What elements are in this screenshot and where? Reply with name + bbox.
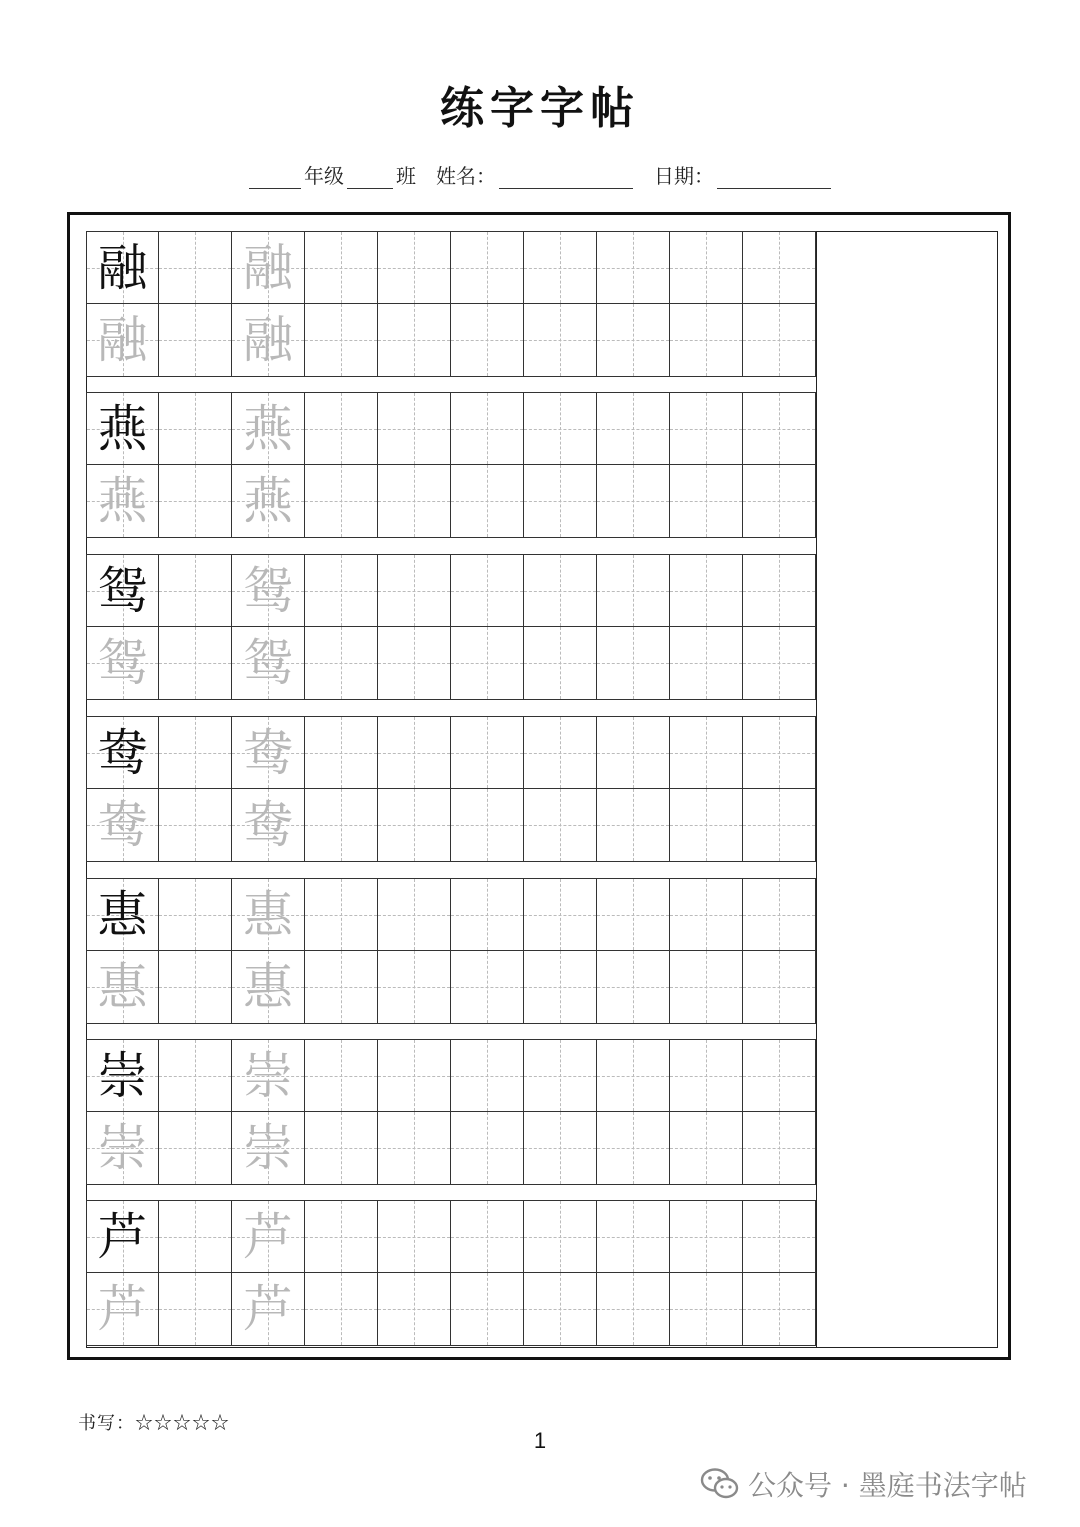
writing-cell[interactable] [670, 716, 743, 789]
writing-cell[interactable] [670, 1112, 743, 1185]
writing-cell[interactable] [670, 878, 743, 951]
writing-cell[interactable] [597, 1039, 670, 1112]
writing-cell[interactable] [597, 1273, 670, 1346]
model-character: 芦 [97, 1207, 148, 1266]
trace-character: 惠 [243, 958, 293, 1016]
writing-cell[interactable] [743, 716, 816, 789]
model-character: 惠 [97, 885, 148, 944]
writing-cell[interactable] [743, 878, 816, 951]
writing-cell[interactable] [159, 1039, 232, 1112]
practice-row [86, 951, 816, 1024]
writing-cell[interactable] [305, 1112, 378, 1185]
writing-cell[interactable] [305, 1200, 378, 1273]
trace-character: 鸳 [97, 634, 148, 692]
writing-cell[interactable] [597, 1200, 670, 1273]
practice-row [86, 1039, 816, 1112]
page-number: 1 [533, 1428, 547, 1453]
writing-cell[interactable] [86, 951, 159, 1024]
practice-row-group [86, 716, 816, 862]
writing-cell[interactable] [86, 1112, 159, 1185]
writing-cell[interactable] [524, 1112, 597, 1185]
writing-cell[interactable] [159, 1200, 232, 1273]
writing-cell[interactable] [305, 789, 378, 862]
writing-cell[interactable] [159, 1112, 232, 1185]
name-label: 姓名： [436, 164, 496, 188]
writing-cell[interactable] [670, 1200, 743, 1273]
trace-character: 鸯 [243, 723, 293, 782]
practice-row-group [86, 554, 816, 700]
writing-cell[interactable] [86, 1039, 159, 1112]
trace-character: 崇 [243, 1046, 293, 1105]
writing-cell[interactable] [232, 1273, 305, 1346]
practice-row [86, 392, 816, 465]
writing-cell[interactable] [232, 304, 305, 377]
practice-row-group [86, 231, 816, 377]
writing-cell[interactable] [232, 1200, 305, 1273]
model-character: 崇 [97, 1046, 148, 1105]
writing-cell[interactable] [597, 627, 670, 700]
practice-row-group [86, 1200, 816, 1346]
writing-cell[interactable] [159, 304, 232, 377]
writing-cell[interactable] [743, 392, 816, 465]
writing-cell[interactable] [378, 1200, 451, 1273]
writing-cell[interactable] [524, 951, 597, 1024]
writing-cell[interactable] [232, 231, 305, 304]
writing-cell[interactable] [451, 878, 524, 951]
writing-cell[interactable] [378, 231, 451, 304]
writing-cell[interactable] [524, 716, 597, 789]
date-label: 日期： [654, 164, 714, 188]
writing-cell[interactable] [670, 231, 743, 304]
writing-cell[interactable] [524, 392, 597, 465]
writing-cell[interactable] [451, 231, 524, 304]
writing-cell[interactable] [305, 878, 378, 951]
writing-cell[interactable] [159, 627, 232, 700]
writing-cell[interactable] [232, 789, 305, 862]
writing-cell[interactable] [743, 1039, 816, 1112]
practice-row [86, 1112, 816, 1185]
writing-cell[interactable] [305, 716, 378, 789]
writing-cell[interactable] [670, 951, 743, 1024]
writing-cell[interactable] [451, 304, 524, 377]
writing-cell[interactable] [451, 1200, 524, 1273]
writing-cell[interactable] [86, 716, 159, 789]
writing-cell[interactable] [86, 392, 159, 465]
writing-cell[interactable] [743, 554, 816, 627]
writing-cell[interactable] [670, 554, 743, 627]
writing-cell[interactable] [305, 1039, 378, 1112]
trace-character: 燕 [97, 472, 148, 530]
writing-cell[interactable] [86, 789, 159, 862]
writing-cell[interactable] [743, 789, 816, 862]
writing-cell[interactable] [378, 392, 451, 465]
writing-cell[interactable] [305, 1273, 378, 1346]
page-title: 练字字帖 [440, 83, 640, 134]
trace-character: 芦 [243, 1207, 293, 1266]
writing-cell[interactable] [378, 1273, 451, 1346]
writing-cell[interactable] [378, 789, 451, 862]
name-blank[interactable] [499, 166, 633, 189]
writing-cell[interactable] [159, 951, 232, 1024]
writing-cell[interactable] [232, 554, 305, 627]
writing-cell[interactable] [378, 304, 451, 377]
writing-cell[interactable] [86, 627, 159, 700]
trace-character: 惠 [97, 958, 148, 1016]
grade-blank[interactable] [249, 166, 301, 189]
writing-cell[interactable] [597, 716, 670, 789]
writing-cell[interactable] [232, 1039, 305, 1112]
writing-cell[interactable] [524, 627, 597, 700]
writing-cell[interactable] [86, 1200, 159, 1273]
writing-cell[interactable] [159, 716, 232, 789]
practice-row-group [86, 1039, 816, 1185]
writing-cell[interactable] [232, 951, 305, 1024]
trace-character: 融 [243, 238, 293, 297]
writing-cell[interactable] [159, 1273, 232, 1346]
writing-cell[interactable] [451, 1039, 524, 1112]
practice-row [86, 465, 816, 538]
practice-row [86, 1200, 816, 1273]
writing-cell[interactable] [597, 951, 670, 1024]
writing-cell[interactable] [86, 554, 159, 627]
writing-cell[interactable] [743, 1112, 816, 1185]
trace-character: 燕 [243, 399, 293, 458]
model-character: 鸳 [97, 561, 148, 620]
writing-cell[interactable] [451, 951, 524, 1024]
practice-row-group [86, 878, 816, 1024]
writing-cell[interactable] [86, 878, 159, 951]
writing-cell[interactable] [305, 231, 378, 304]
writing-cell[interactable] [524, 1200, 597, 1273]
writing-cell[interactable] [743, 231, 816, 304]
date-blank[interactable] [717, 166, 831, 189]
writing-cell[interactable] [597, 392, 670, 465]
trace-character: 惠 [243, 885, 293, 944]
writing-cell[interactable] [378, 465, 451, 538]
trace-character: 崇 [97, 1119, 148, 1177]
trace-character: 鸳 [243, 561, 293, 620]
writing-cell[interactable] [743, 1200, 816, 1273]
writing-cell[interactable] [232, 878, 305, 951]
writing-cell[interactable] [378, 716, 451, 789]
writing-cell[interactable] [305, 392, 378, 465]
writing-cell[interactable] [743, 1273, 816, 1346]
trace-character: 鸯 [243, 796, 293, 854]
writing-cell[interactable] [451, 1273, 524, 1346]
writing-cell[interactable] [232, 627, 305, 700]
writing-cell[interactable] [743, 304, 816, 377]
trace-character: 鸯 [97, 796, 148, 854]
watermark [700, 1464, 1027, 1504]
writing-cell[interactable] [159, 878, 232, 951]
trace-character: 崇 [243, 1119, 293, 1177]
writing-cell[interactable] [378, 627, 451, 700]
writing-cell[interactable] [86, 304, 159, 377]
writing-cell[interactable] [524, 789, 597, 862]
writing-cell[interactable] [451, 627, 524, 700]
practice-row-group [86, 392, 816, 538]
writing-cell[interactable] [524, 878, 597, 951]
trace-character: 融 [243, 311, 293, 369]
writing-cell[interactable] [524, 304, 597, 377]
trace-character: 鸳 [243, 634, 293, 692]
writing-cell[interactable] [159, 554, 232, 627]
trace-character: 芦 [243, 1280, 293, 1338]
writing-cell[interactable] [743, 951, 816, 1024]
writing-cell[interactable] [232, 716, 305, 789]
writing-cell[interactable] [524, 231, 597, 304]
rating-label: 书写： [78, 1413, 135, 1434]
writing-cell[interactable] [451, 465, 524, 538]
writing-cell[interactable] [159, 231, 232, 304]
class-blank[interactable] [347, 166, 393, 189]
writing-cell[interactable] [597, 1112, 670, 1185]
writing-cell[interactable] [597, 231, 670, 304]
writing-cell[interactable] [597, 465, 670, 538]
practice-row [86, 304, 816, 377]
practice-row [86, 231, 816, 304]
writing-cell[interactable] [597, 304, 670, 377]
writing-cell[interactable] [597, 554, 670, 627]
trace-character: 芦 [97, 1280, 148, 1338]
writing-cell[interactable] [86, 465, 159, 538]
writing-cell[interactable] [305, 627, 378, 700]
writing-cell[interactable] [670, 465, 743, 538]
writing-cell[interactable] [378, 878, 451, 951]
practice-row [86, 789, 816, 862]
writing-cell[interactable] [597, 878, 670, 951]
trace-character: 燕 [243, 472, 293, 530]
info-line [0, 160, 1080, 189]
writing-cell[interactable] [451, 1112, 524, 1185]
writing-cell[interactable] [524, 465, 597, 538]
practice-row [86, 1273, 816, 1346]
wechat-icon [700, 1467, 740, 1501]
practice-row [86, 554, 816, 627]
writing-cell[interactable] [305, 951, 378, 1024]
writing-cell[interactable] [451, 716, 524, 789]
rating-stars[interactable]: ☆☆☆☆☆ [135, 1413, 230, 1434]
writing-cell[interactable] [451, 392, 524, 465]
writing-cell[interactable] [670, 789, 743, 862]
notes-column-divider [816, 231, 817, 1348]
writing-cell[interactable] [305, 554, 378, 627]
writing-cell[interactable] [159, 789, 232, 862]
writing-cell[interactable] [670, 304, 743, 377]
writing-cell[interactable] [378, 1039, 451, 1112]
practice-row [86, 716, 816, 789]
trace-character: 融 [97, 311, 148, 369]
writing-cell[interactable] [378, 1112, 451, 1185]
writing-cell[interactable] [670, 627, 743, 700]
writing-cell[interactable] [378, 554, 451, 627]
writing-cell[interactable] [159, 465, 232, 538]
writing-cell[interactable] [86, 231, 159, 304]
grade-label: 年级 [304, 164, 344, 188]
class-label: 班 [396, 164, 416, 188]
writing-cell[interactable] [232, 1112, 305, 1185]
practice-grid [86, 231, 816, 1348]
writing-cell[interactable] [670, 1039, 743, 1112]
writing-cell[interactable] [743, 465, 816, 538]
writing-cell[interactable] [524, 554, 597, 627]
writing-cell[interactable] [597, 789, 670, 862]
writing-cell[interactable] [670, 392, 743, 465]
model-character: 鸯 [97, 723, 148, 782]
writing-cell[interactable] [305, 304, 378, 377]
writing-cell[interactable] [232, 392, 305, 465]
writing-cell[interactable] [305, 465, 378, 538]
writing-cell[interactable] [159, 392, 232, 465]
writing-cell[interactable] [378, 951, 451, 1024]
practice-row [86, 627, 816, 700]
writing-cell[interactable] [524, 1273, 597, 1346]
writing-cell[interactable] [451, 789, 524, 862]
watermark-text: 公众号 · 墨庭书法字帖 [748, 1469, 1027, 1502]
writing-cell[interactable] [232, 465, 305, 538]
model-character: 燕 [97, 399, 148, 458]
writing-cell[interactable] [524, 1039, 597, 1112]
model-character: 融 [97, 238, 148, 297]
writing-cell[interactable] [670, 1273, 743, 1346]
writing-cell[interactable] [743, 627, 816, 700]
writing-cell[interactable] [86, 1273, 159, 1346]
writing-cell[interactable] [451, 554, 524, 627]
practice-row [86, 878, 816, 951]
